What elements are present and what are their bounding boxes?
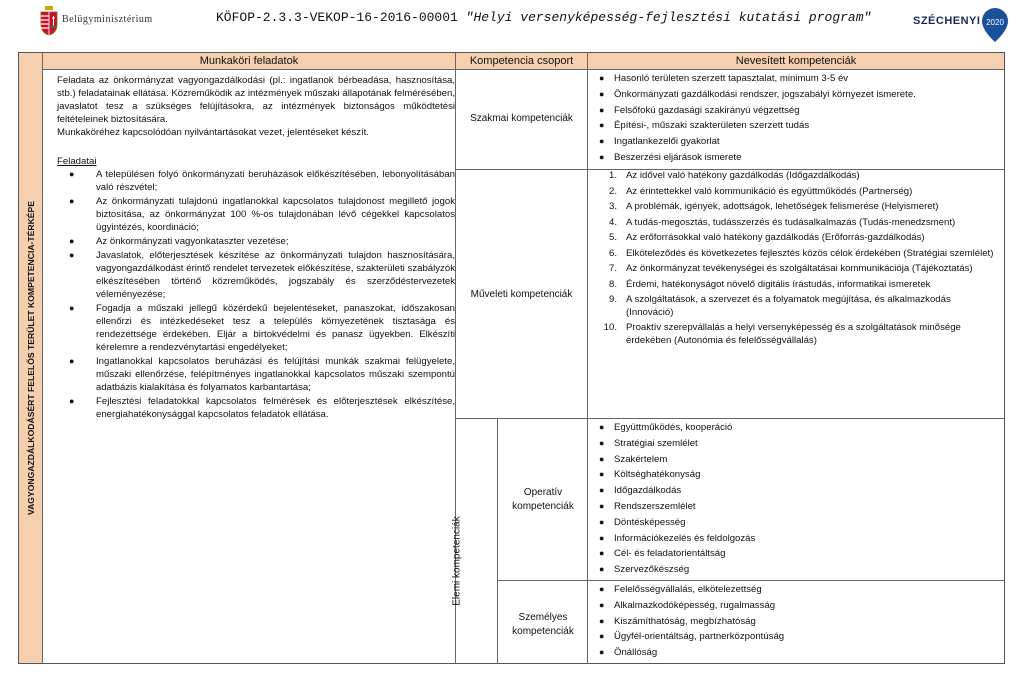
list-item: ● Döntésképesség — [599, 516, 686, 528]
svg-text:2020: 2020 — [986, 18, 1004, 27]
bullet-icon: ● — [599, 422, 605, 432]
bullet-icon: ● — [69, 250, 75, 260]
szakmai-list — [595, 72, 916, 167]
list-item: ● Együttműködés, kooperáció — [599, 422, 733, 433]
list-item: 4. A tudás-megosztás, tudásszerzés és tudásalkalmazás (Tudás-menedzsment) — [608, 216, 956, 228]
list-item: ● Felelősségvállalás, elkötelezettség — [599, 584, 762, 595]
group-elemi: Elemi kompetenciák — [451, 516, 463, 606]
list-item: ● Hasonló területen szerzett tapasztalat, minimum 3-5 év — [599, 73, 849, 84]
list-item: ● Önkormányzati gazdálkodási rendszer, jogszabályi környezet ismerete. — [599, 88, 916, 100]
bullet-icon: ● — [599, 516, 605, 527]
group-szakmai: Szakmai kompetenciák — [470, 113, 573, 124]
duties-intro-last: Munkaköréhez kapcsolódóan nyilvántartásokat vezet, jelentéseket készít. — [57, 127, 369, 138]
page-header — [0, 0, 1024, 40]
bullet-icon: ● — [599, 584, 605, 594]
hungarian-crest-icon — [38, 6, 60, 36]
bullet-icon: ● — [599, 548, 605, 559]
task-item: ● A településen folyó önkormányzati beruházások előkészítésében, lebonyolításában való részvétel; — [69, 169, 455, 193]
list-item: ● Felsőfokú gazdasági szakirányú végzettség — [599, 104, 800, 116]
bullet-icon: ● — [69, 396, 75, 406]
group-operativ: Operatív kompetenciák — [512, 487, 574, 512]
list-item: ● Időgazdálkodás — [599, 485, 682, 497]
divider — [456, 418, 1004, 419]
list-item: ● Stratégiai szemlélet — [599, 437, 698, 449]
bullet-icon: ● — [69, 303, 75, 313]
list-item: 2. Az érintettekkel való kommunikáció és együttműködés (Partnerség) — [608, 185, 913, 197]
group-muveleti: Műveleti kompetenciák — [470, 289, 573, 300]
tasks-heading: Feladatai — [57, 156, 97, 167]
task-item: ● Javaslatok, előterjesztések készítése az önkormányzati tulajdon hasznosítására, vagyongazdálkodást érintő rendelet tervezetek előkészítése, szakterületi szabályzók elkészítésében történő közreműködés, jogszabály és szerződéstervezetek véleményezése; — [69, 250, 455, 300]
doc-code: KÖFOP-2.3.3-VEKOP-16-2016-00001 — [216, 10, 458, 25]
list-item: 5. Az erőforrásokkal való hatékony gazdálkodás (Erőforrás-gazdálkodás) — [608, 232, 925, 243]
task-item: ● Ingatlanokkal kapcsolatos beruházási és felújítási munkák szakmai felügyelete, műszaki ellenőrzése, felépítményes ingatlanokkal kapcsolatos műszaki szempontú adatbázis kialakítása és folyamatos karbantartása; — [69, 356, 455, 393]
divider — [587, 53, 588, 663]
bullet-icon: ● — [599, 88, 605, 99]
sidebar-title-cell — [19, 53, 43, 663]
task-item: ● Az önkormányzati vagyonkataszter vezetése; — [69, 236, 289, 247]
list-item: ● Szervezőkészség — [599, 564, 690, 576]
duties-intro: Feladata az önkormányzat vagyongazdálkodási (pl.: ingatlanok bérbeadása, hasznosítása, stb.) feladatainak ellátása. Közreműködik az intézmények műszaki állapotának felmérésében, javaslatot tesz a szükséges felújításokra, az intézmények biztonságos működtetési feltételeinek biztosítására. — [57, 75, 455, 125]
bullet-icon: ● — [599, 647, 605, 658]
col-header-group: Kompetencia csoport — [456, 53, 588, 70]
task-list — [57, 168, 455, 421]
bullet-icon: ● — [599, 136, 605, 147]
task-item: ● Fejlesztési feladatokkal kapcsolatos felmérések és előterjesztések elkészítése, energiahatékonysággal kapcsolatos feladatok ellátása. — [69, 396, 455, 420]
list-item: ● Információkezelés és feldolgozás — [599, 532, 756, 544]
group-szemelyes: Személyes kompetenciák — [512, 612, 574, 637]
list-item: ● Alkalmazkodóképesség, rugalmasság — [599, 599, 776, 611]
ministry-name: Belügyminisztérium — [62, 14, 153, 25]
list-item: ● Rendszerszemlélet — [599, 500, 696, 512]
list-item: 10. Proaktív szerepvállalás a helyi versenyképesség és a szolgáltatások minősége érdekében (Autonómia és felelősségvállalás) — [603, 322, 961, 346]
task-item: ● Az önkormányzati tulajdonú ingatlanokkal kapcsolatos tulajdonost megillető jogok biztosítása, az önkormányzat 100 %-os tulajdonában lévő cégekkel kapcsolatos ügyintézés, koordináció; — [69, 196, 455, 233]
list-item: 7. Az önkormányzat tevékenységei és szolgáltatásai kommunikációja (Tájékoztatás) — [608, 263, 973, 274]
bullet-icon: ● — [599, 532, 605, 543]
list-item: 6. Elköteleződés és következetes fejlesztés közös célok érdekében (Stratégiai szemlélet) — [608, 247, 994, 259]
bullet-icon: ● — [599, 564, 605, 575]
szechenyi-2020-badge-icon — [982, 8, 1008, 42]
list-item: ● Kiszámíthatóság, megbízhatóság — [599, 615, 756, 627]
bullet-icon: ● — [69, 169, 75, 179]
bullet-icon: ● — [599, 469, 605, 480]
list-item: ● Beszerzési eljárások ismerete — [599, 151, 742, 163]
muveleti-list — [595, 170, 997, 347]
list-item: 8. Érdemi, hatékonyságot növelő digitális írástudás, informatikai ismeretek — [608, 278, 931, 290]
list-item: ● Önállóság — [599, 647, 658, 659]
list-item: 3. A problémák, igények, adottságok, lehetőségek felismerése (Helyismeret) — [608, 201, 939, 212]
bullet-icon: ● — [599, 631, 605, 642]
operativ-list — [595, 421, 755, 579]
bullet-icon: ● — [599, 73, 605, 83]
sidebar-title: VAGYONGAZDÁLKODÁSÉRT FELELŐS TERÜLET KOMPETENCIA-TÉRKÉPE — [26, 201, 36, 515]
col-header-named: Nevesített kompetenciák — [588, 53, 1004, 70]
list-item: ● Építési-, műszaki szakterületen szerzett tudás — [599, 120, 810, 132]
list-item: ● Ingatlankezelői gyakorlat — [599, 136, 720, 148]
bullet-icon: ● — [599, 437, 605, 448]
bullet-icon: ● — [599, 500, 605, 511]
bullet-icon: ● — [599, 485, 605, 496]
bullet-icon: ● — [599, 615, 605, 626]
program-title: "Helyi versenyképesség-fejlesztési kutatási program" — [465, 10, 872, 25]
list-item: ● Költséghatékonyság — [599, 469, 701, 481]
szechenyi-logo-text: SZÉCHENYI — [913, 15, 981, 27]
list-item: ● Szakértelem — [599, 453, 668, 465]
col-header-tasks: Munkaköri feladatok — [43, 53, 456, 70]
szemelyes-list — [595, 583, 784, 662]
bullet-icon: ● — [599, 120, 605, 131]
bullet-icon: ● — [69, 196, 75, 206]
list-item: 9. A szolgáltatások, a szervezet és a folyamatok megújítása, és alkalmazkodás (Innováció) — [608, 294, 951, 318]
task-item: ● Fogadja a műszaki jellegű közérdekű bejelentéseket, panaszokat, időszakosan ellenőrzi és intézkedéseket tesz a település környezetének tisztasága és rendezettsége érdekében. Eljár a birtokvédelmi és panasz ügyekben. Elkészíti kérelemre a rendezvénytartási engedélyeket; — [69, 303, 455, 353]
bullet-icon: ● — [599, 104, 605, 115]
list-item: ● Cél- és feladatorientáltság — [599, 548, 726, 560]
bullet-icon: ● — [599, 151, 605, 162]
competency-table — [18, 52, 1005, 664]
document-title — [216, 10, 871, 25]
divider — [498, 580, 1004, 581]
duties-cell — [57, 70, 455, 422]
bullet-icon: ● — [69, 236, 75, 246]
divider — [497, 418, 498, 663]
bullet-icon: ● — [69, 356, 75, 366]
bullet-icon: ● — [599, 453, 605, 464]
list-item: 1. Az idővel való hatékony gazdálkodás (Időgazdálkodás) — [608, 170, 860, 181]
list-item: ● Ügyfél-orientáltság, partnerközpontúság — [599, 631, 785, 643]
bullet-icon: ● — [599, 599, 605, 610]
